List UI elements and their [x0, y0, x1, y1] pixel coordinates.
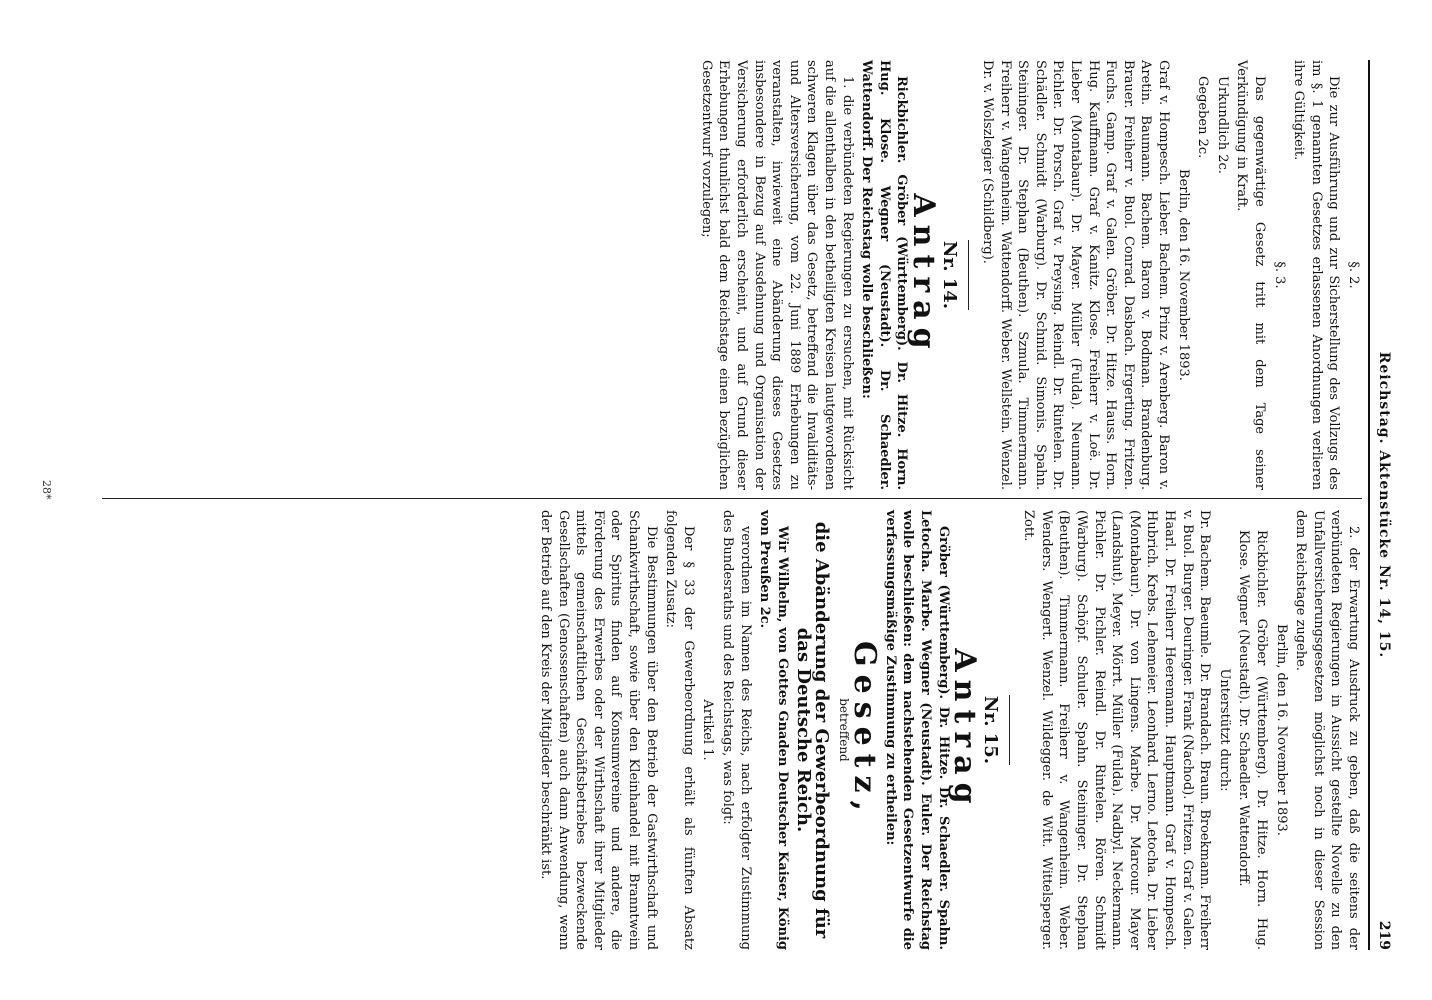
- document-number: Nr. 15.: [979, 695, 1001, 765]
- supported-by-label: Unterstützt durch:: [1216, 668, 1232, 792]
- paragraph: Die zur Ausführung und zur Sicherstellung des Vollzugs des im §. 1 genannten Gesetzes erlassenen Anordnungen verlieren ihre Gültigkeit.: [1291, 60, 1342, 490]
- date-line: Berlin, den 16. November 1893.: [1175, 169, 1191, 381]
- paragraph: verordnen im Namen des Reichs, nach erfolgter Zustimmung des Bundesraths und des Reichstags, was folgt:: [720, 510, 753, 950]
- antrag-sponsors: Gröber (Württemberg). Dr. Hitze. Dr. Schaedler. Spahn. Letocha. Marbe. Wegner (Neustadt). Euler. Der Reichstag wolle beschließen: dem nachstehenden Gesetzentwurfe die verfassungsmäßige Zustimmung zu ertheilen:: [882, 510, 951, 950]
- paragraph: Der § 33 der Gewerbeordnung erhält als fünften Absatz folgenden Zusatz:: [663, 510, 696, 950]
- date-line: Berlin, den 16. November 1893.: [1273, 624, 1289, 836]
- betreffend-label: betreffend: [836, 698, 851, 762]
- column-divider: [102, 498, 1362, 499]
- paragraph: 1. die verbündeten Regierungen zu ersuchen, mit Rücksicht auf die allenthalben in den betheiligten Kreisen lautgewordenen schweren Klagen über das Gesetz, betreffend die Invaliditäts- und Altersversicherung, vom 22. Juni 1889 Erhebungen zu veranstalten, inwieweit eine Abänderung dieses Gesetzes insbesondere in Bezug auf Ausdehnung und Organisation der Versicherung erforderlich erscheint, und auf Grund dieser Erhebungen thunlichst bald dem Reichstage einen bezüglichen Gesetzentwurf vorzulegen;: [698, 60, 855, 490]
- preamble: Wir Wilhelm, von Gottes Gnaden Deutscher Kaiser, König von Preußen 2c.: [757, 510, 790, 950]
- page-header: [1368, 60, 1392, 950]
- gesetz-heading: Gesetz,: [847, 640, 883, 820]
- paragraph: Die Bestimmungen über den Betrieb der Gastwirthschaft und Schankwirthschaft, sowie über den Kleinhandel mit Branntwein oder Spiritus finden auf Konsumvereine und andere, die Förderung des Erwerbes oder der Wirthschaft ihrer Mitglieder mittels gemeinschaftlichen Geschäftsbetriebes bezweckende Gesellschaften (Genossenschaften) auch dann Anwendung, wenn der Betrieb auf den Kreis der Mitglieder beschränkt ist.: [538, 510, 659, 950]
- signers-list: Rickbichler. Gröber (Württemberg). Dr. Hitze. Horn. Hug. Klose. Wegner (Neustadt). Dr. Schaedler. Wattendorff.: [1236, 530, 1270, 950]
- right-column: [534, 510, 1362, 950]
- antrag-sponsors: Rickbichler. Gröber (Württemberg). Dr. Hitze. Horn. Hug. Klose. Wegner (Neustadt). Dr. Schaedler. Wattendorff. Der Reichstag wolle beschließen:: [859, 60, 910, 490]
- divider: [1009, 695, 1010, 765]
- divider: [968, 240, 969, 310]
- document-number: Nr. 14.: [938, 240, 960, 310]
- paragraph: 2. der Erwartung Ausdruck zu geben, daß die seitens der verbündeten Regierungen in Aussicht gestellte Novelle zu den Unfallversicherungsgesetzen möglichst noch in dieser Session dem Reichstage zugehe.: [1293, 510, 1361, 950]
- page-title: Reichstag. Aktenstücke Nr. 14, 15.: [1376, 351, 1392, 659]
- signers-list: Graf v. Hompesch. Lieber. Bachem. Prinz v. Arenberg. Baron v. Aretin. Baumann. Bachem. Baron v. Bodman. Brandenburg. Brauer. Freiherr v. Buol. Conrad. Dasbach. Ergerting. Fritzen. Fuchs. Gamp. Graf v. Galen. Gröber. Dr. Hitze. Hauss. Horn. Hug. Kauffmann. Graf v. Kanitz. Klose. Freiherr v. Loë. Dr. Lieber (Montabaur). Dr. Mayer. Müller (Fulda). Neumann. Pichler. Dr. Porsch. Graf v. Preysing. Reindl. Dr. Rintelen. Dr. Schädler. Schmidt (Warburg). Dr. Schmid. Simonis. Spahn. Steininger. Dr. Stephan (Beuthen). Szmula. Timmermann. Freiherr v. Wangenheim. Wattendorff. Weber. Wellstein. Wenzel. Dr. v. Wolszlegier (Schildberg).: [980, 60, 1172, 490]
- supporters-list: Dr. Bachem. Baeumle. Dr. Brandach. Braun. Broekmann. Freiherr v. Buol. Burger. Deuringer. Frank (Nachod). Fritzen. Graf v. Galen. Haarl. Dr. Freiherr Heeremann. Hauptmann. Graf v. Hompesch. Hubrich. Krebs. Lehemeier. Leonhard. Lerno. Letocha. Dr. Lieber (Montabaur). Dr. von Lingens. Marbe. Dr. Marcour. Mayer (Landshut). Meyer. Mörrt. Müller (Fulda). Nadbyl. Neckermann. Pichler. Dr. Pichler. Reindl. Dr. Rintelen. Rören. Schmidt (Warburg). Schöpf. Schuler. Spahn. Steininger. Dr. Stephan (Beuthen). Timmermann. Freiherr v. Wangenheim. Weber. Wenders. Wengert. Wenzel. Wildegger. de Witt. Wittelsperger. Zott.: [1021, 510, 1213, 950]
- page-number: 219: [1376, 920, 1392, 950]
- law-subject: die Abänderung der Gewerbeordnung für das Deutsche Reich.: [793, 521, 832, 939]
- left-column: [695, 60, 1362, 490]
- antrag-heading: Antrag: [947, 648, 983, 812]
- paragraph: Urkundlich 2c.: [1214, 76, 1230, 174]
- antrag-heading: Antrag: [905, 193, 941, 357]
- section-heading: §. 2.: [1346, 261, 1361, 289]
- footer-mark: 28*: [40, 480, 53, 500]
- section-heading: §. 3.: [1271, 261, 1287, 289]
- paragraph: Gegeben 2c.: [1195, 76, 1211, 159]
- article-heading: Artikel 1.: [700, 699, 716, 761]
- paragraph: Das gegenwärtige Gesetz tritt mit dem Tage seiner Verkündigung in Kraft.: [1234, 60, 1268, 490]
